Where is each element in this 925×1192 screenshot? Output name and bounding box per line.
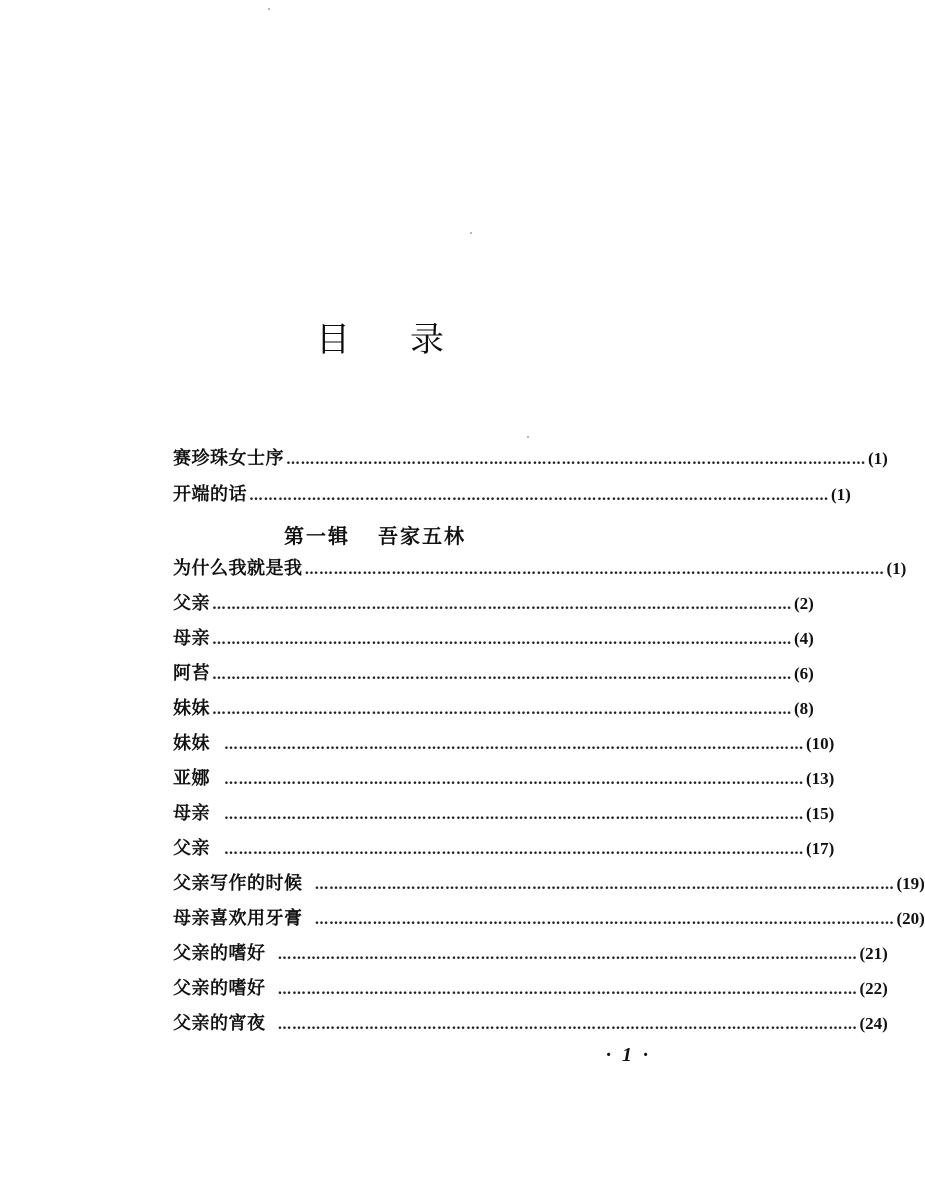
toc-entry[interactable] <box>173 834 835 864</box>
toc-entry-page: (1) <box>868 449 888 468</box>
toc-entry[interactable] <box>173 554 907 584</box>
leader-dots: ………………………………………………………………………………………………………… <box>212 667 792 683</box>
toc-entry-preface[interactable] <box>173 444 888 474</box>
scan-speck <box>268 8 270 10</box>
leader-dots: ………………………………………………………………………………………………………… <box>212 597 792 613</box>
toc-entry-page: (19) <box>896 874 925 893</box>
title-char-1: 目 <box>316 320 352 360</box>
scan-speck <box>470 232 472 234</box>
toc-entry[interactable] <box>173 764 835 794</box>
toc-entry-label: 父亲的宵夜 <box>173 1013 266 1034</box>
toc-entry-label: 母亲 <box>173 803 210 824</box>
toc-entry-page: (10) <box>806 734 835 753</box>
toc-entry[interactable] <box>173 589 814 619</box>
leader-dots: ………………………………………………………………………………………………………… <box>277 982 858 998</box>
toc-entry-label: 赛珍珠女士序 <box>173 448 284 469</box>
leader-dots: ………………………………………………………………………………………………………… <box>224 772 804 788</box>
leader-dots: ………………………………………………………………………………………………………… <box>304 562 885 578</box>
toc-entry-label: 开端的话 <box>173 484 247 505</box>
toc-entry-page: (21) <box>859 944 888 963</box>
toc-entry[interactable] <box>173 624 814 654</box>
toc-entry[interactable] <box>173 974 888 1004</box>
toc-entry-label: 亚娜 <box>173 768 210 789</box>
toc-entry[interactable] <box>173 939 888 969</box>
scan-speck <box>527 436 529 438</box>
toc-entry-page: (22) <box>859 979 888 998</box>
toc-entry[interactable] <box>173 729 835 759</box>
section-part: 第一辑 <box>284 524 350 548</box>
toc-entry-page: (1) <box>886 559 907 578</box>
title-char-2: 录 <box>410 320 446 360</box>
toc-entry-page: (24) <box>859 1014 888 1033</box>
toc-entry[interactable] <box>173 1009 888 1039</box>
toc-entry-label: 母亲 <box>173 628 210 649</box>
toc-entry-label: 妹妹 <box>173 698 210 719</box>
leader-dots: ………………………………………………………………………………………………………… <box>286 452 866 468</box>
toc-entry-opening[interactable] <box>173 480 851 510</box>
toc-entry-page: (2) <box>794 594 814 613</box>
toc-entry-page: (8) <box>794 699 814 718</box>
toc-entry[interactable] <box>173 799 835 829</box>
toc-entry-page: (13) <box>806 769 835 788</box>
toc-entry-page: (20) <box>896 909 925 928</box>
toc-entry-label: 父亲的嗜好 <box>173 978 266 999</box>
toc-entry-page: (15) <box>806 804 835 823</box>
section-name: 吾家五林 <box>378 524 466 548</box>
toc-entry-label: 父亲 <box>173 838 210 859</box>
leader-dots: ………………………………………………………………………………………………………… <box>277 947 858 963</box>
section-heading <box>284 520 466 550</box>
toc-entry-label: 为什么我就是我 <box>173 558 303 579</box>
toc-entry-label: 母亲喜欢用牙膏 <box>173 908 303 929</box>
leader-dots: ………………………………………………………………………………………………………… <box>277 1017 858 1033</box>
leader-dots: ………………………………………………………………………………………………………… <box>212 702 792 718</box>
toc-entry-page: (1) <box>831 485 851 504</box>
toc-entry-label: 父亲的嗜好 <box>173 943 266 964</box>
leader-dots: ………………………………………………………………………………………………………… <box>249 488 829 504</box>
leader-dots: ………………………………………………………………………………………………………… <box>212 632 792 648</box>
toc-entry-label: 阿苔 <box>173 663 210 684</box>
leader-dots: ………………………………………………………………………………………………………… <box>314 877 895 893</box>
toc-entry-label: 妹妹 <box>173 733 210 754</box>
toc-entry[interactable] <box>173 904 925 934</box>
leader-dots: ………………………………………………………………………………………………………… <box>224 842 804 858</box>
toc-entry[interactable] <box>173 659 814 689</box>
toc-entry-page: (6) <box>794 664 814 683</box>
toc-entry[interactable] <box>173 694 814 724</box>
toc-entry-page: (4) <box>794 629 814 648</box>
toc-entry-page: (17) <box>806 839 835 858</box>
leader-dots: ………………………………………………………………………………………………………… <box>224 807 804 823</box>
leader-dots: ………………………………………………………………………………………………………… <box>314 912 895 928</box>
page-title <box>0 312 851 362</box>
toc-entry[interactable] <box>173 869 925 899</box>
page-number: · 1 · <box>606 1044 651 1066</box>
toc-entry-label: 父亲 <box>173 593 210 614</box>
leader-dots: ………………………………………………………………………………………………………… <box>224 737 804 753</box>
toc-entry-label: 父亲写作的时候 <box>173 873 303 894</box>
